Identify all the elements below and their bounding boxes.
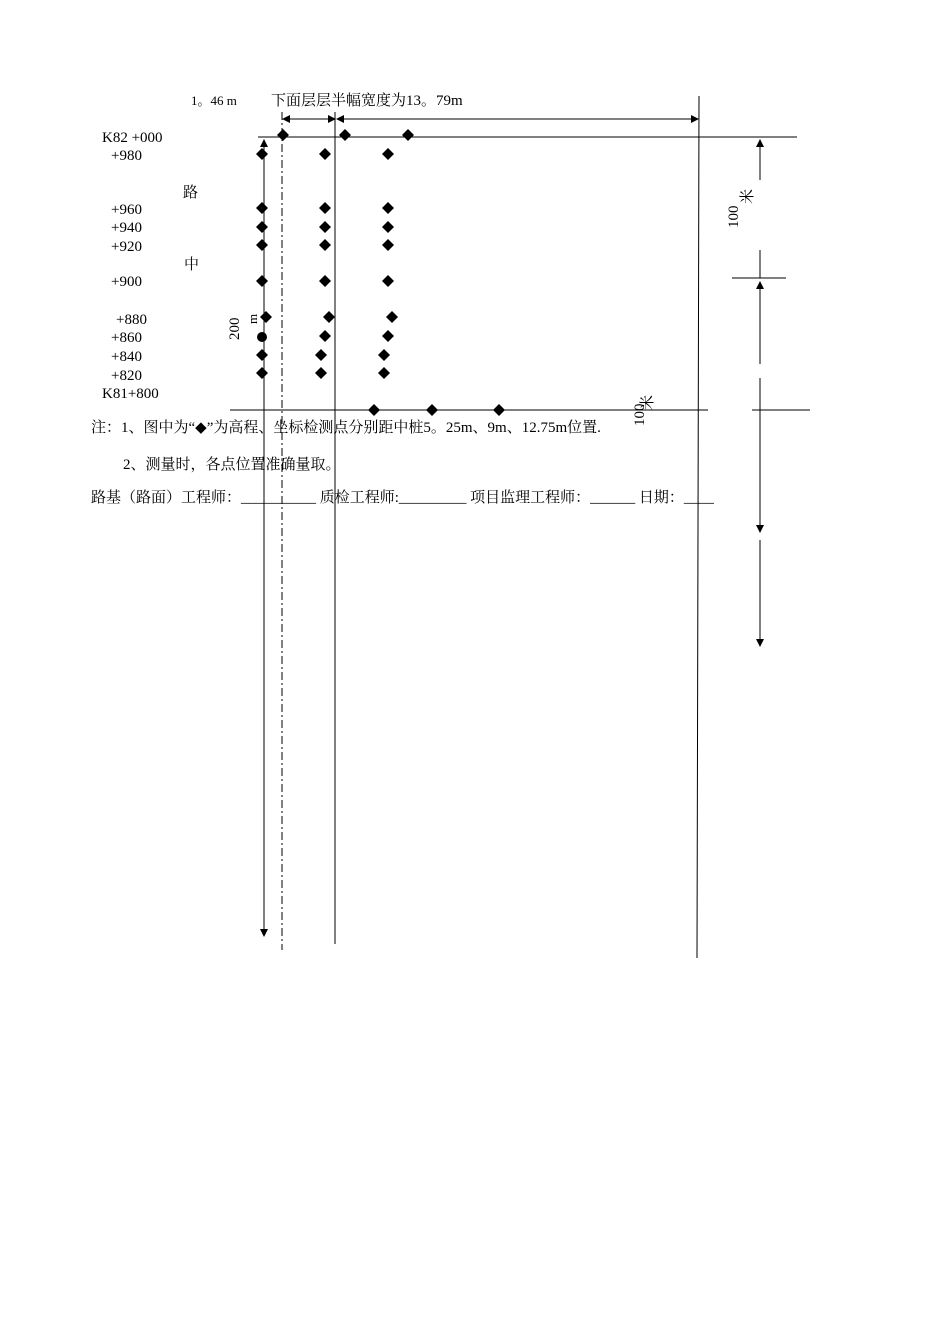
right-lower-unit: 米 bbox=[640, 394, 656, 410]
survey-point bbox=[319, 202, 331, 214]
survey-point bbox=[256, 349, 268, 361]
survey-point bbox=[493, 404, 505, 416]
survey-point bbox=[386, 311, 398, 323]
survey-points-top-row bbox=[277, 129, 414, 141]
survey-point bbox=[382, 202, 394, 214]
survey-points-grid bbox=[256, 148, 398, 379]
survey-point bbox=[319, 148, 331, 160]
station-label-bottom: K81+800 bbox=[102, 386, 159, 402]
survey-point bbox=[256, 202, 268, 214]
survey-point bbox=[256, 148, 268, 160]
survey-point bbox=[256, 221, 268, 233]
survey-point bbox=[382, 239, 394, 251]
station-label-880: +880 bbox=[116, 312, 147, 328]
survey-point bbox=[382, 330, 394, 342]
survey-point bbox=[368, 404, 380, 416]
survey-point bbox=[319, 239, 331, 251]
survey-point bbox=[315, 349, 327, 361]
survey-point bbox=[382, 275, 394, 287]
station-label-960: +960 bbox=[111, 202, 142, 218]
survey-point bbox=[323, 311, 335, 323]
right-lower-number: 100 bbox=[632, 403, 648, 426]
station-label-900: +900 bbox=[111, 274, 142, 290]
pavement-edge-line bbox=[697, 96, 699, 958]
right-upper-unit: 米 bbox=[740, 188, 756, 204]
total-length-number: 200 bbox=[227, 317, 243, 340]
signature-line: 路基（路面）工程师：__________ 质检工程师:_________ 项目监理工程师：______ 日期：____ bbox=[91, 490, 714, 506]
centerline-char-middle: 中 bbox=[184, 257, 200, 273]
station-label-860: +860 bbox=[111, 330, 142, 346]
right-upper-number: 100 bbox=[726, 205, 742, 228]
survey-point bbox=[260, 311, 272, 323]
survey-point bbox=[256, 239, 268, 251]
total-length-unit: m bbox=[245, 313, 260, 324]
offset-1-46-label: 1。46 m bbox=[191, 93, 237, 108]
survey-point bbox=[339, 129, 351, 141]
station-label-840: +840 bbox=[111, 349, 142, 365]
survey-point bbox=[315, 367, 327, 379]
survey-point bbox=[378, 367, 390, 379]
note-2: 2、测量时，各点位置准确量取。 bbox=[123, 457, 341, 473]
centerline-char-road: 路 bbox=[183, 185, 199, 201]
station-label-980: +980 bbox=[111, 148, 142, 164]
survey-point bbox=[319, 330, 331, 342]
station-label-top: K82 +000 bbox=[102, 130, 163, 146]
station-label-920: +920 bbox=[111, 239, 142, 255]
survey-point bbox=[378, 349, 390, 361]
survey-point bbox=[426, 404, 438, 416]
survey-point bbox=[256, 275, 268, 287]
station-label-940: +940 bbox=[111, 220, 142, 236]
survey-point bbox=[257, 332, 267, 342]
survey-point bbox=[319, 275, 331, 287]
survey-point bbox=[277, 129, 289, 141]
survey-point bbox=[402, 129, 414, 141]
survey-point bbox=[319, 221, 331, 233]
station-label-820: +820 bbox=[111, 368, 142, 384]
note-1: 注：1、图中为“◆”为高程、坐标检测点分别距中桩5。25m、9m、12.75m位置. bbox=[91, 420, 601, 436]
survey-point bbox=[256, 367, 268, 379]
survey-point bbox=[382, 148, 394, 160]
half-width-label: 下面层层半幅宽度为13。79m bbox=[271, 93, 463, 109]
survey-point bbox=[382, 221, 394, 233]
